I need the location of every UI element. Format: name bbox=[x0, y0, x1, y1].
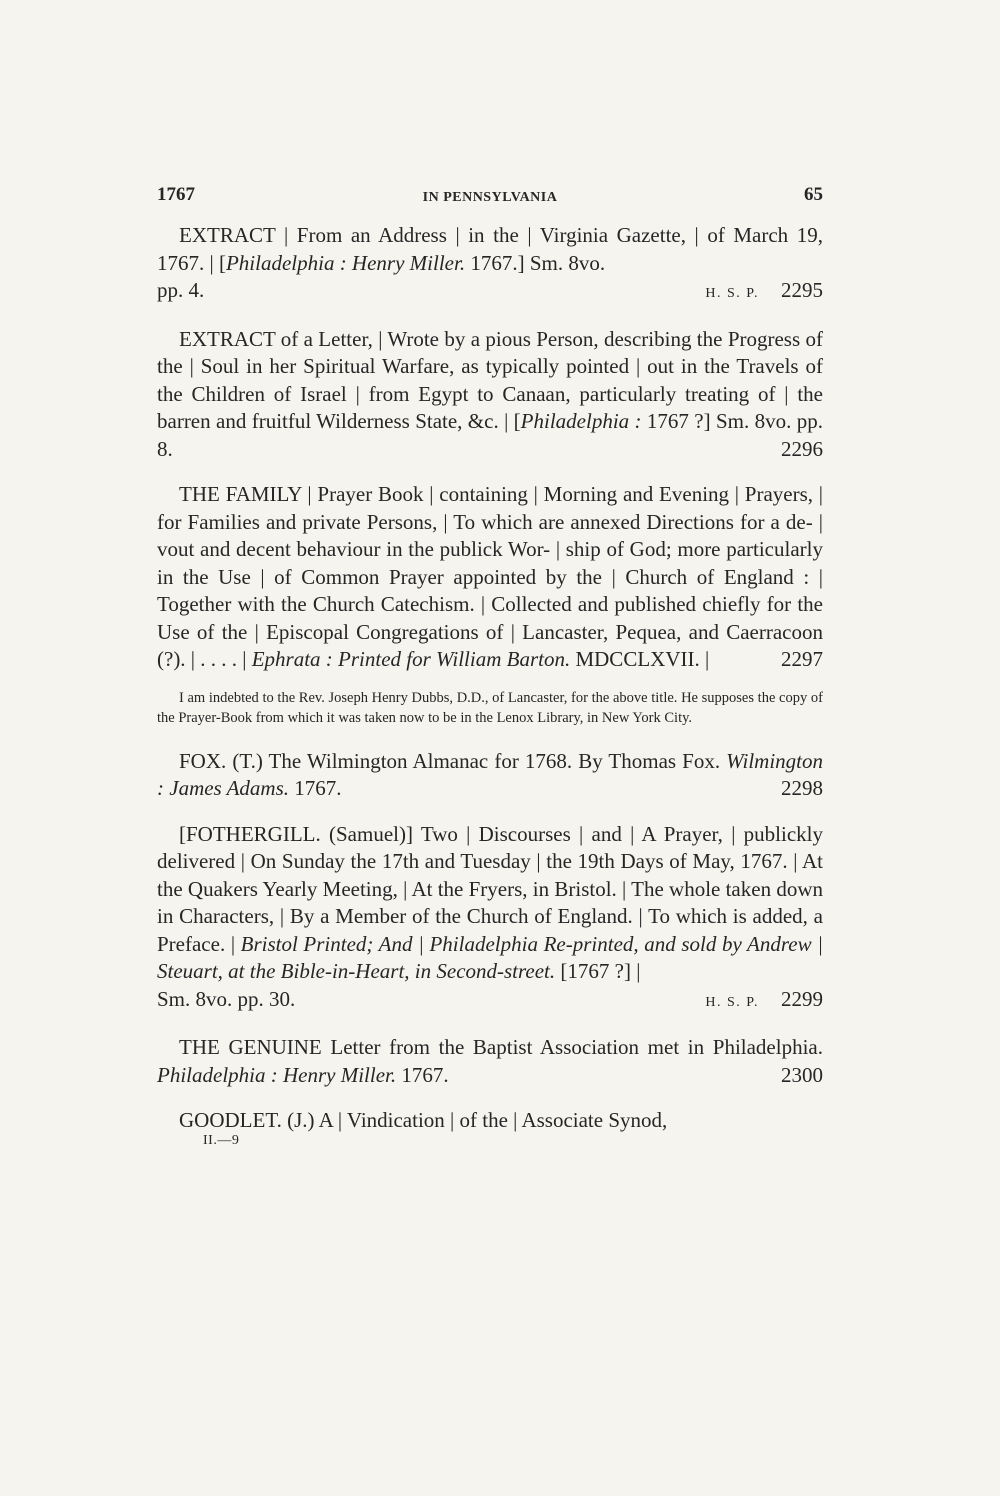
header-year: 1767 bbox=[157, 184, 195, 205]
entry-number: 2300 bbox=[781, 1062, 823, 1087]
entry-2300: THE GENUINE Letter from the Baptist Association met in Philadelphia. Philadelphia : Henry Miller. 1767. 2300 bbox=[157, 1034, 823, 1089]
page-number: 65 bbox=[804, 184, 823, 205]
entry-2297: THE FAMILY | Prayer Book | containing | Morning and Evening | Prayers, | for Families and private Persons, | To which are annexed Directions for a de- | vout and decent behaviour in the publick Wor- | ship of God; more particularly in the Use | of Common Prayer appointed by the | Church of England : | Together with the Church Catechism. | Collected and published chiefly for the Use of the | Episcopal Congregations of | Lancaster, Pequea, and Caerracoon (?). | . . . . | Ephrata : Printed for William Barton. MDCCLXVII. | 2297 bbox=[157, 481, 823, 674]
source-mark: H. S. P. bbox=[705, 286, 759, 301]
entry-number: 2297 bbox=[781, 647, 823, 671]
running-head bbox=[157, 184, 823, 206]
entry-2298: FOX. (T.) The Wilmington Almanac for 1768. By Thomas Fox. Wilmington : James Adams. 1767. 2298 bbox=[157, 748, 823, 803]
signature-mark: II.—9 bbox=[203, 1132, 240, 1148]
entry-2299: [FOTHERGILL. (Samuel)] Two | Discourses | and | A Prayer, | publickly delivered | On Sunday the 17th and Tuesday | the 19th Days of May, 1767. | At the Quakers Yearly Meeting, | At the Fryers, in Bristol. | The whole taken down in Characters, | By a Member of the Church of England. | To which is added, a Preface. | Bristol Printed; And | Philadelphia Re-printed, and sold by Andrew | Steuart, at the Bible-in-Heart, in Second-street. [1767 ?] | Sm. 8vo. pp. 30. H. S. P. 2299 bbox=[157, 821, 823, 1017]
entry-2296: EXTRACT of a Letter, | Wrote by a pious Person, describing the Progress of the | Soul in her Spiritual Warfare, as typically pointed | out in the Travels of the Children of Israel | from Egypt to Canaan, particularly treating of | the barren and fruitful Wilderness State, &c. | [Philadelphia : 1767 ?] Sm. 8vo. pp. 8. 2296 bbox=[157, 326, 823, 464]
entry-number: 2295 bbox=[781, 278, 823, 302]
page bbox=[157, 184, 823, 1149]
entry-2295: EXTRACT | From an Address | in the | Virginia Gazette, | of March 19, 1767. | [Philadelphia : Henry Miller. 1767.] Sm. 8vo. pp. 4. H. S. P. 2295 bbox=[157, 222, 823, 308]
entry-number: 2296 bbox=[781, 436, 823, 461]
source-mark: H. S. P. bbox=[705, 994, 759, 1010]
header-title: IN PENNSYLVANIA bbox=[422, 190, 558, 205]
footnote: I am indebted to the Rev. Joseph Henry Dubbs, D.D., of Lancaster, for the above title. He supposes the copy of the Prayer-Book from which it was taken now to be in the Lenox Library, in New York City. bbox=[157, 689, 823, 726]
entry-number: 2298 bbox=[781, 776, 823, 800]
entry-number: 2299 bbox=[781, 986, 823, 1011]
entry-goodlet: GOODLET. (J.) A | Vindication | of the | Associate Synod, bbox=[179, 1108, 668, 1132]
